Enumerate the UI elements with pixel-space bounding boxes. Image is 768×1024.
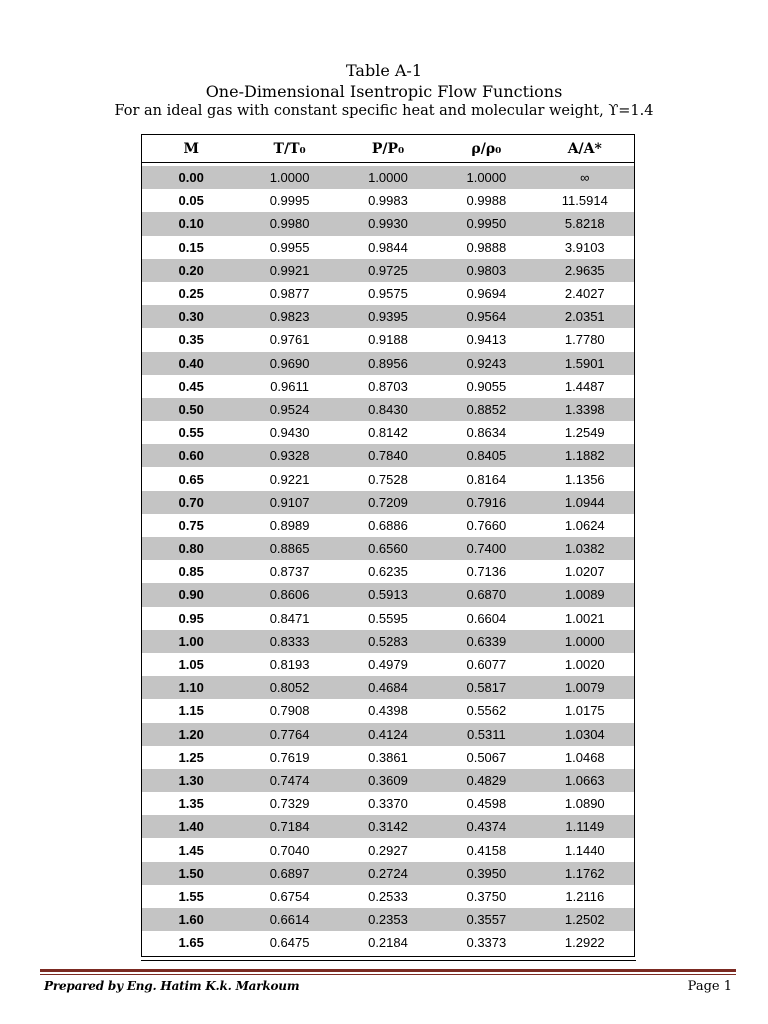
- footer-rule-thin: [40, 974, 736, 975]
- value-cell: 1.0000: [536, 630, 634, 653]
- isentropic-table: [141, 134, 635, 957]
- table-row: [142, 236, 634, 259]
- value-cell: 0.3370: [368, 796, 408, 812]
- value-cell: 0.8703: [368, 378, 408, 394]
- value-cell: 0.8737: [269, 564, 310, 580]
- value-cell: 0.9564: [437, 305, 535, 328]
- table-row: [142, 259, 634, 282]
- value-cell: 0.6614: [240, 908, 338, 931]
- value-cell: 0.9955: [269, 239, 310, 255]
- value-cell: 0.9921: [240, 259, 338, 282]
- value-cell: 0.7908: [269, 703, 310, 719]
- value-cell: 0.3557: [437, 908, 535, 931]
- table-row: [142, 838, 634, 861]
- value-cell: 1.0890: [564, 796, 605, 812]
- table-row: [142, 885, 634, 908]
- value-cell: 0.9980: [240, 212, 338, 235]
- mach-cell: 1.35: [178, 796, 204, 812]
- value-cell: 1.0000: [240, 166, 338, 189]
- value-cell: 0.9844: [368, 239, 408, 255]
- table-row: [142, 375, 634, 398]
- value-cell: 3.9103: [564, 239, 605, 255]
- footer-rule: [40, 969, 736, 972]
- mach-cell: 0.60: [142, 444, 240, 467]
- page-number: Page 1: [687, 979, 732, 994]
- value-cell: 0.3950: [437, 862, 535, 885]
- table-row: [142, 467, 634, 490]
- value-cell: 1.2549: [564, 425, 605, 441]
- value-cell: 2.0351: [536, 305, 634, 328]
- value-cell: 0.8956: [339, 352, 437, 375]
- column-header-mach: M: [142, 135, 240, 163]
- value-cell: 1.1762: [536, 862, 634, 885]
- value-cell: 0.5913: [339, 583, 437, 606]
- value-cell: 1.0020: [564, 657, 605, 673]
- table-row: [142, 282, 634, 305]
- value-cell: 0.4684: [339, 676, 437, 699]
- value-cell: 0.3373: [466, 935, 507, 951]
- table-row: [142, 212, 634, 235]
- value-cell: 0.9221: [269, 471, 310, 487]
- value-cell: 0.7400: [437, 537, 535, 560]
- value-cell: 0.8052: [240, 676, 338, 699]
- mach-cell: 1.55: [178, 888, 204, 904]
- value-cell: 0.6339: [437, 630, 535, 653]
- value-cell: 1.2922: [564, 935, 605, 951]
- value-cell: 1.1440: [564, 842, 605, 858]
- value-cell: 0.4158: [466, 842, 507, 858]
- value-cell: 5.8218: [536, 212, 634, 235]
- table-row: [142, 792, 634, 815]
- table-row: [142, 676, 634, 699]
- value-cell: 0.6475: [269, 935, 310, 951]
- value-cell: 0.6754: [269, 888, 310, 904]
- value-cell: 0.7040: [269, 842, 310, 858]
- mach-cell: 1.60: [142, 908, 240, 931]
- table-row: [142, 514, 634, 537]
- value-cell: 0.9107: [240, 491, 338, 514]
- mach-cell: 0.80: [142, 537, 240, 560]
- value-cell: 0.8333: [240, 630, 338, 653]
- mach-cell: 1.25: [178, 749, 204, 765]
- value-cell: 1.2502: [536, 908, 634, 931]
- value-cell: 0.3750: [466, 888, 507, 904]
- value-cell: 1.1882: [536, 444, 634, 467]
- table-row: [142, 607, 634, 630]
- value-cell: 0.9988: [466, 193, 507, 209]
- table-row: [142, 352, 634, 375]
- value-cell: 0.8606: [240, 583, 338, 606]
- value-cell: 0.5283: [339, 630, 437, 653]
- mach-cell: 0.95: [178, 610, 204, 626]
- table-row: [142, 305, 634, 328]
- value-cell: 2.9635: [536, 259, 634, 282]
- value-cell: 0.8193: [269, 657, 310, 673]
- mach-cell: 0.05: [178, 193, 204, 209]
- value-cell: 0.7840: [339, 444, 437, 467]
- value-cell: 0.9694: [466, 286, 507, 302]
- table-row: [142, 189, 634, 212]
- value-cell: 1.0304: [536, 723, 634, 746]
- value-cell: 0.6560: [339, 537, 437, 560]
- value-cell: 0.9575: [368, 286, 408, 302]
- value-cell: 0.8430: [339, 398, 437, 421]
- value-cell: 0.4979: [368, 657, 408, 673]
- value-cell: 0.4124: [339, 723, 437, 746]
- value-cell: 0.9243: [437, 352, 535, 375]
- value-cell: 0.8865: [240, 537, 338, 560]
- mach-cell: 0.65: [178, 471, 204, 487]
- table-row: [142, 421, 634, 444]
- column-header-density-ratio: ρ/ρ₀: [437, 135, 535, 163]
- value-cell: 0.6897: [240, 862, 338, 885]
- mach-cell: 0.00: [142, 166, 240, 189]
- mach-cell: 0.70: [142, 491, 240, 514]
- table-row: [142, 723, 634, 746]
- mach-cell: 1.45: [178, 842, 204, 858]
- table-row: [142, 699, 634, 722]
- value-cell: 0.8634: [466, 425, 507, 441]
- value-cell: 0.5562: [466, 703, 507, 719]
- prepared-by-signature: Prepared by Eng. Hatim K.k. Markoum: [44, 979, 300, 993]
- value-cell: 0.9524: [240, 398, 338, 421]
- value-cell: 0.8852: [437, 398, 535, 421]
- value-cell: 1.2116: [565, 888, 605, 904]
- mach-cell: 0.85: [178, 564, 204, 580]
- value-cell: 1.1356: [564, 471, 605, 487]
- value-cell: 0.6886: [368, 517, 408, 533]
- mach-cell: 0.15: [178, 239, 204, 255]
- table-row: [142, 931, 634, 954]
- table-row: [142, 630, 634, 653]
- column-header-pressure-ratio: P/P₀: [339, 135, 437, 163]
- value-cell: 0.2724: [339, 862, 437, 885]
- column-header-temperature-ratio: T/T₀: [240, 135, 338, 163]
- table-label: Table A-1: [345, 61, 423, 80]
- column-header-area-ratio: A/A*: [536, 135, 634, 163]
- value-cell: 0.7764: [240, 723, 338, 746]
- value-cell: 0.7619: [269, 749, 310, 765]
- value-cell: 0.6604: [466, 610, 507, 626]
- value-cell: 1.0000: [437, 166, 535, 189]
- value-cell: 0.7136: [466, 564, 507, 580]
- page-title: One-Dimensional Isentropic Flow Functions: [205, 82, 563, 101]
- value-cell: 0.9983: [368, 193, 408, 209]
- value-cell: 0.6235: [368, 564, 408, 580]
- value-cell: 1.0468: [564, 749, 605, 765]
- mach-cell: 0.25: [178, 286, 204, 302]
- value-cell: 0.2184: [368, 935, 408, 951]
- value-cell: 0.3609: [339, 769, 437, 792]
- value-cell: 0.2927: [368, 842, 408, 858]
- value-cell: 0.5067: [466, 749, 507, 765]
- mach-cell: 1.20: [142, 723, 240, 746]
- table-row: [142, 653, 634, 676]
- mach-cell: 1.65: [178, 935, 204, 951]
- value-cell: 1.1149: [536, 815, 634, 838]
- value-cell: 0.4829: [437, 769, 535, 792]
- value-cell: 0.7916: [437, 491, 535, 514]
- value-cell: 0.8164: [466, 471, 507, 487]
- mach-cell: 0.75: [178, 517, 204, 533]
- value-cell: 0.9611: [270, 378, 309, 394]
- value-cell: 0.7474: [240, 769, 338, 792]
- mach-cell: 1.50: [142, 862, 240, 885]
- value-cell: 1.0079: [536, 676, 634, 699]
- table-row: [142, 398, 634, 421]
- value-cell: 0.4398: [368, 703, 408, 719]
- value-cell: 0.9950: [437, 212, 535, 235]
- value-cell: 0.9725: [339, 259, 437, 282]
- value-cell: 0.3861: [368, 749, 408, 765]
- mach-cell: 1.40: [142, 815, 240, 838]
- value-cell: 0.3142: [339, 815, 437, 838]
- value-cell: 1.0089: [536, 583, 634, 606]
- page-subtitle: For an ideal gas with constant specific heat and molecular weight, ϒ=1.4: [114, 103, 654, 119]
- mach-cell: 1.00: [142, 630, 240, 653]
- table-row: [142, 769, 634, 792]
- value-cell: 0.7209: [339, 491, 437, 514]
- value-cell: 11.5914: [561, 193, 608, 209]
- value-cell: 0.9690: [240, 352, 338, 375]
- value-cell: 0.8405: [437, 444, 535, 467]
- value-cell: 0.9430: [269, 425, 310, 441]
- mach-cell: 0.10: [142, 212, 240, 235]
- value-cell: 1.0175: [564, 703, 605, 719]
- value-cell: 0.7528: [368, 471, 408, 487]
- value-cell: 0.7184: [240, 815, 338, 838]
- value-cell: 1.0000: [339, 166, 437, 189]
- table-row: [142, 491, 634, 514]
- value-cell: 0.9877: [269, 286, 310, 302]
- mach-cell: 0.55: [178, 425, 204, 441]
- table-header-row: [142, 135, 634, 163]
- value-cell: 2.4027: [564, 286, 605, 302]
- mach-cell: 0.40: [142, 352, 240, 375]
- value-cell: 0.8142: [368, 425, 408, 441]
- value-cell: 0.5595: [368, 610, 408, 626]
- value-cell: 0.4374: [437, 815, 535, 838]
- value-cell: ∞: [536, 166, 634, 189]
- value-cell: 0.9395: [339, 305, 437, 328]
- value-cell: 0.9995: [269, 193, 310, 209]
- mach-cell: 0.20: [142, 259, 240, 282]
- table-row: [142, 328, 634, 351]
- table-row: [142, 746, 634, 769]
- value-cell: 0.9803: [437, 259, 535, 282]
- value-cell: 0.9055: [466, 378, 507, 394]
- table-row: [142, 908, 634, 931]
- value-cell: 0.4598: [466, 796, 507, 812]
- mach-cell: 1.15: [178, 703, 204, 719]
- value-cell: 0.6077: [466, 657, 507, 673]
- value-cell: 0.9761: [269, 332, 310, 348]
- value-cell: 0.9188: [368, 332, 408, 348]
- value-cell: 1.0207: [564, 564, 605, 580]
- mach-cell: 1.30: [142, 769, 240, 792]
- mach-cell: 0.45: [178, 378, 204, 394]
- mach-cell: 0.50: [142, 398, 240, 421]
- value-cell: 0.5817: [437, 676, 535, 699]
- value-cell: 1.0624: [564, 517, 605, 533]
- table-row: [142, 815, 634, 838]
- value-cell: 0.8989: [269, 517, 310, 533]
- value-cell: 0.9328: [240, 444, 338, 467]
- table-row: [142, 537, 634, 560]
- value-cell: 0.7660: [466, 517, 507, 533]
- table-row: [142, 444, 634, 467]
- value-cell: 0.2353: [339, 908, 437, 931]
- table-row: [142, 166, 634, 189]
- value-cell: 1.7780: [564, 332, 605, 348]
- mach-cell: 0.90: [142, 583, 240, 606]
- mach-cell: 1.05: [178, 657, 204, 673]
- value-cell: 0.7329: [269, 796, 310, 812]
- table-row: [142, 560, 634, 583]
- value-cell: 1.5901: [536, 352, 634, 375]
- value-cell: 0.9413: [466, 332, 507, 348]
- value-cell: 0.2533: [368, 888, 408, 904]
- value-cell: 0.8471: [269, 610, 310, 626]
- value-cell: 1.0021: [564, 610, 605, 626]
- value-cell: 0.6870: [437, 583, 535, 606]
- value-cell: 1.0944: [536, 491, 634, 514]
- value-cell: 1.3398: [536, 398, 634, 421]
- value-cell: 0.5311: [437, 723, 535, 746]
- table-row: [142, 862, 634, 885]
- table-row: [142, 583, 634, 606]
- value-cell: 1.0382: [536, 537, 634, 560]
- value-cell: 1.4487: [564, 378, 605, 394]
- mach-cell: 1.10: [142, 676, 240, 699]
- value-cell: 0.9823: [240, 305, 338, 328]
- value-cell: 1.0663: [536, 769, 634, 792]
- value-cell: 0.9930: [339, 212, 437, 235]
- mach-cell: 0.35: [178, 332, 204, 348]
- mach-cell: 0.30: [142, 305, 240, 328]
- value-cell: 0.9888: [466, 239, 507, 255]
